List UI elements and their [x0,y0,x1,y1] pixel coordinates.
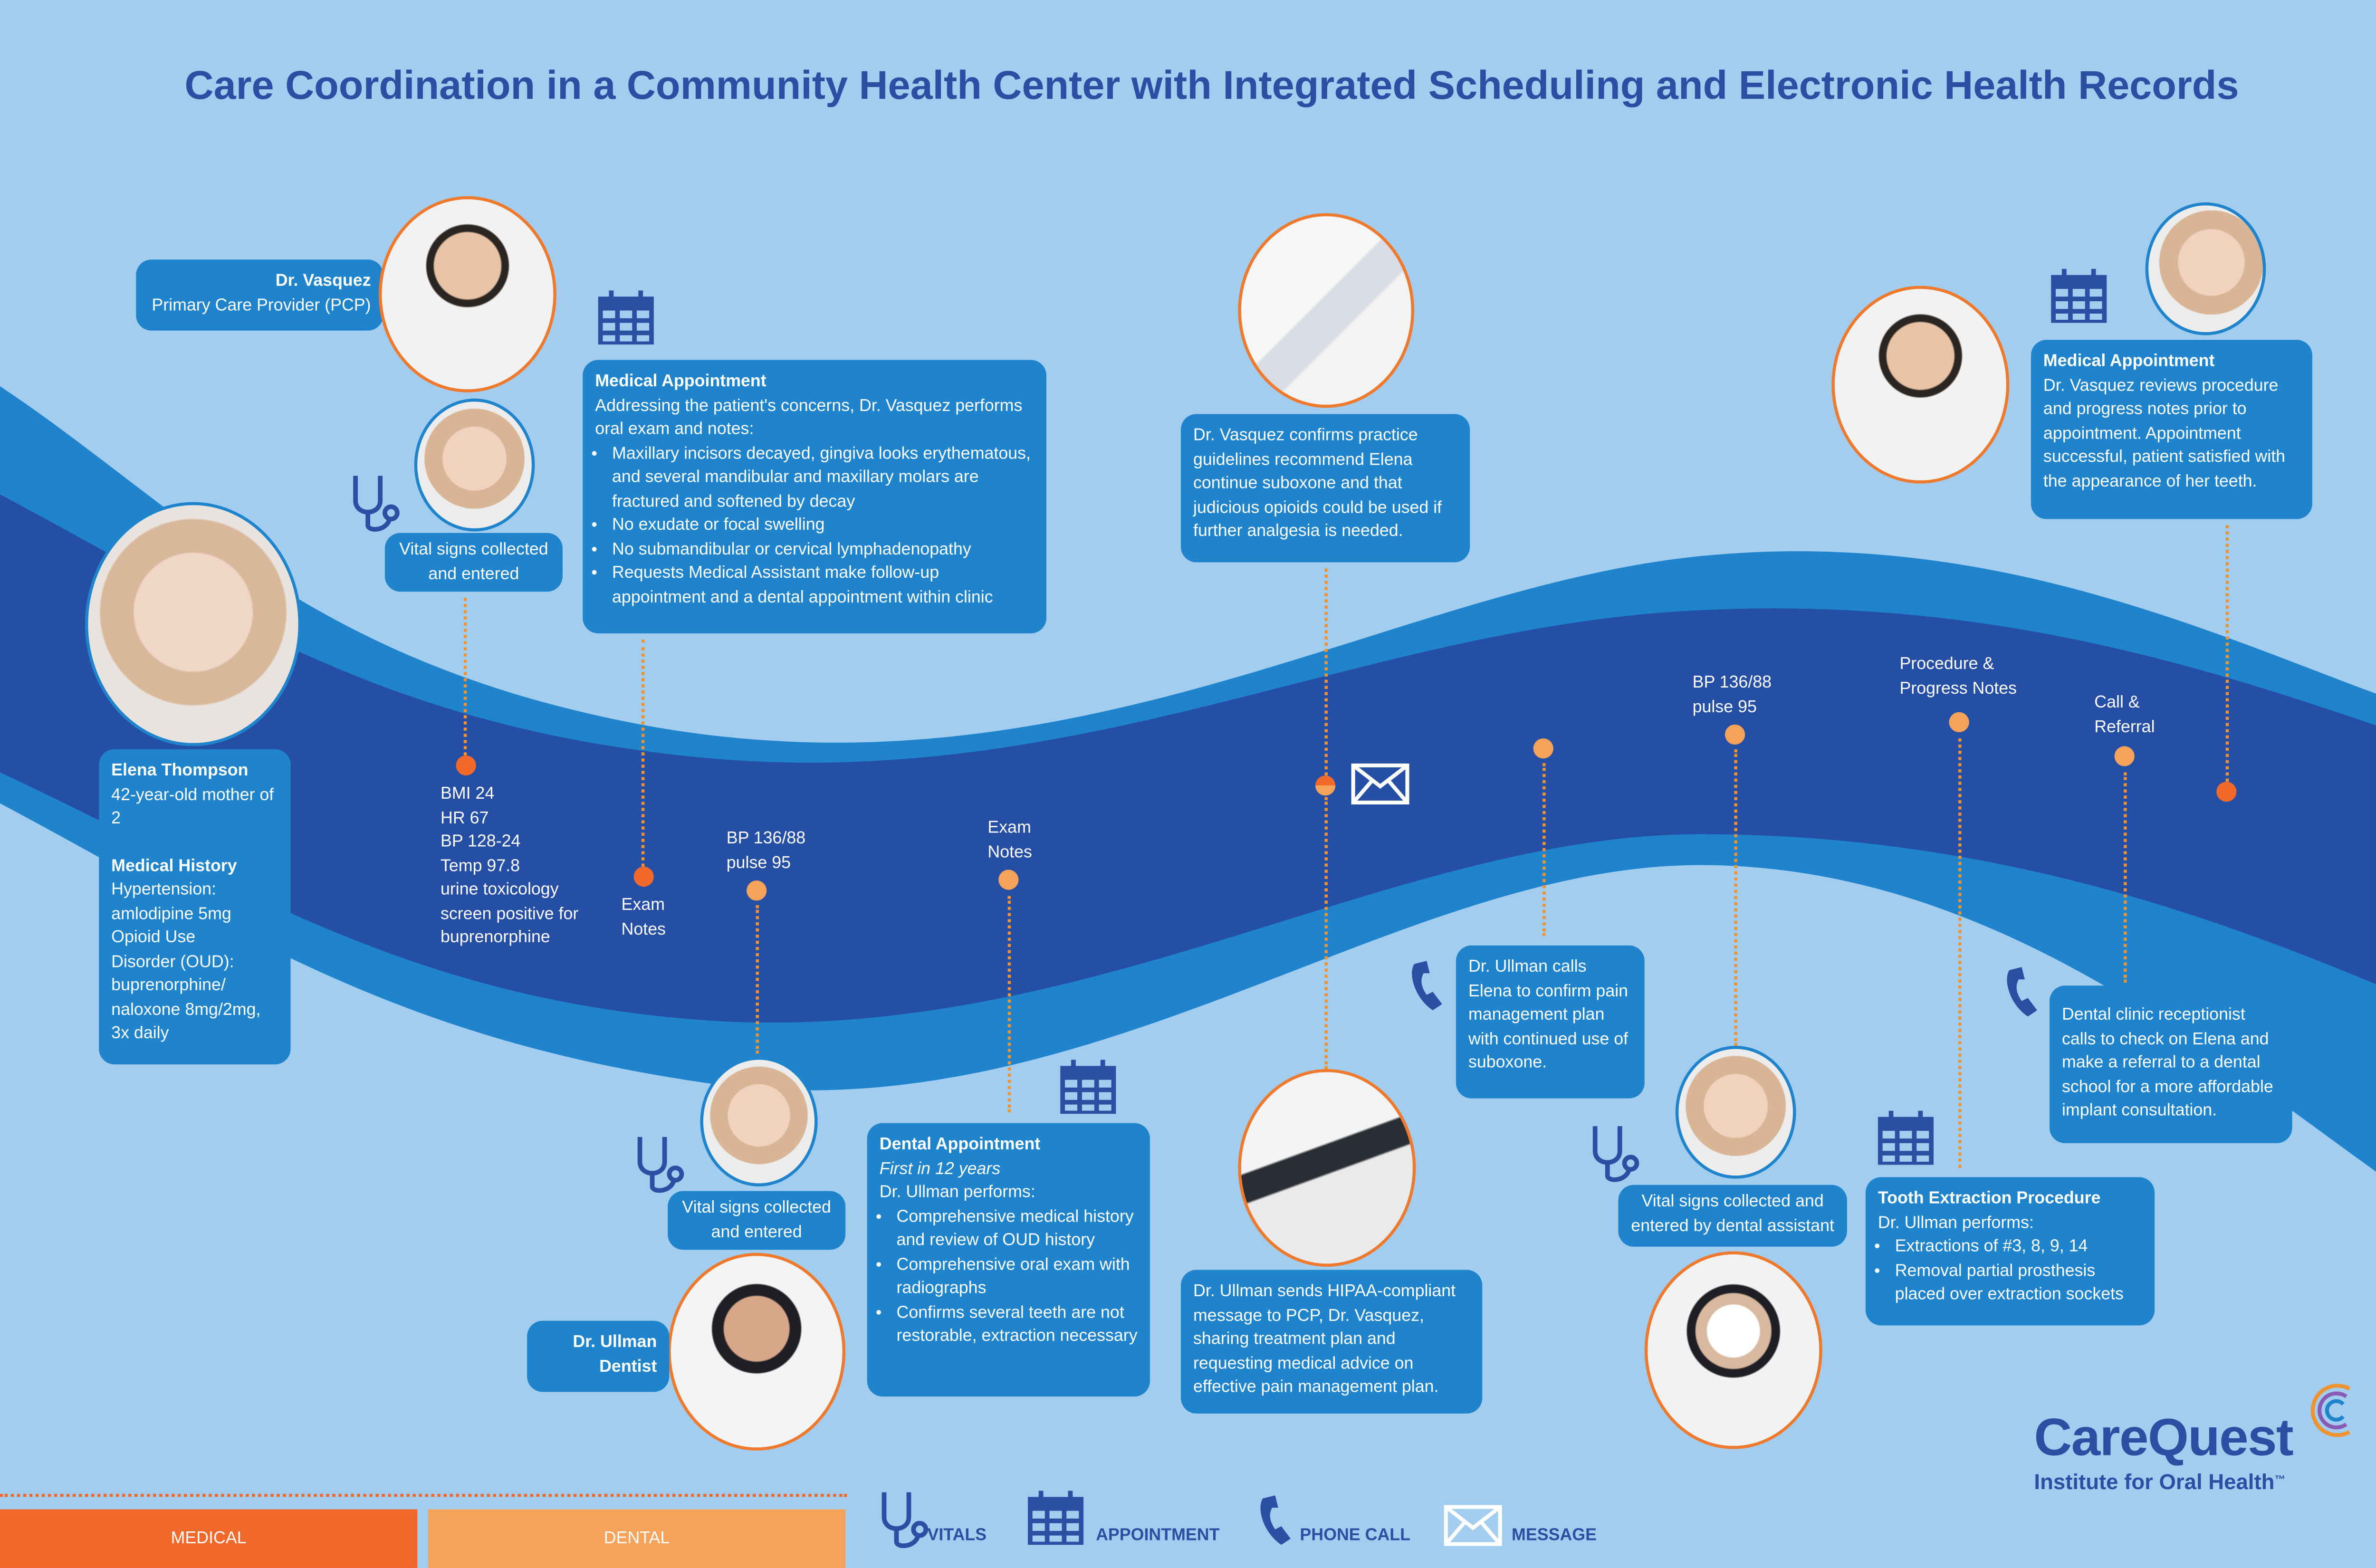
calendar-icon [1877,1111,1935,1166]
event-dot-exam-notes-2[interactable] [998,870,1018,889]
history-line: naloxone 8mg/2mg, [111,1000,261,1019]
list-item: • Confirms several teeth are not restorable, extraction necessary [897,1301,1138,1349]
stethoscope-icon [349,473,402,535]
vitals-label-1: Vital signs collected and entered [385,533,563,592]
dental-assistant-photo [1645,1251,1822,1449]
medical-appointment-2-card: Medical Appointment Dr. Vasquez reviews procedure and progress notes prior to appointment. Appointment successful, patient satisfied with the appearance of her teeth. [2031,340,2312,519]
connector [1008,896,1011,1112]
writing-photo [1238,213,1414,408]
vitals-photo-2 [700,1057,817,1186]
connector [2124,773,2127,983]
list-item: • Maxillary incisors decayed, gingiva looks erythematous, and several mandibular and maxillary molars are fractured and softened by decay [612,442,1034,514]
call-referral-label: Call & Referral [2094,693,2155,736]
patient-desc: 42-year-old mother of 2 [111,785,274,828]
patient-photo [85,502,301,746]
stethoscope-icon [1589,1123,1642,1185]
receptionist-card: Dental clinic receptionist calls to check on Elena and make a referral to a dental school for a more affordable implant consultation. [2050,985,2292,1143]
logo-sub: Institute for Oral Health [2034,1469,2275,1494]
logo [2034,1409,2293,1495]
legend-vitals: VITALS [927,1526,987,1545]
event-dot-medical-appt-2[interactable] [2216,782,2236,802]
ullman-call-card: Dr. Ullman calls Elena to confirm pain management plan with continued use of suboxone. [1456,946,1645,1099]
patient-name: Elena Thompson [111,761,249,780]
pcp-label: Dr. Vasquez Primary Care Provider (PCP) [136,259,383,331]
tab-medical[interactable]: MEDICAL [0,1509,417,1568]
history-line: amlodipine 5mg [111,904,231,923]
guidelines-card: Dr. Vasquez confirms practice guidelines recommend Elena continue suboxone and that judicious opioids could be used if further analgesia is needed. [1181,414,1470,562]
medical-appointment-card: Medical Appointment Addressing the patient's concerns, Dr. Vasquez performs oral exam and notes: • Maxillary incisors decayed, gingiva looks erythematous, and several mandibular and maxillary molars are fractured and softened by decay • No exudate or focal swelling • No submandibular or cervical lymphadenopathy • Requests Medical Assistant make follow-up appointment and a dental appointment within clinic [583,360,1046,633]
exam-notes-label-1: Exam Notes [621,896,666,939]
vitals-photo-3 [1676,1046,1796,1179]
phone-icon [2003,967,2043,1020]
legend-phone-call: PHONE CALL [1300,1526,1410,1545]
connector [1324,797,1328,1069]
patient-photo-2 [2146,202,2266,335]
pcp-photo [379,196,556,392]
pcp-photo-2 [1831,286,2009,483]
connector [1542,763,1546,936]
list-item: • No submandibular or cervical lymphadenopathy [612,538,1034,562]
connector [1734,749,1737,1046]
event-dot-vitals-1[interactable] [456,755,476,775]
dental-appointment-card: Dental Appointment First in 12 years Dr. Ullman performs: • Comprehensive medical history and review of OUD history • Comprehensive oral exam with radiographs • Confirms several teeth are not restorable, extraction necessary [867,1123,1150,1396]
list-item: • Extractions of #3, 8, 9, 14 [1895,1236,2142,1260]
vitals-label-2: Vital signs collected and entered [668,1191,845,1250]
calendar-icon [2050,269,2108,325]
exam-notes-label-2: Exam Notes [987,819,1032,861]
vitals-label-3: Vital signs collected and entered by dental assistant [1618,1185,1847,1247]
connector [756,905,759,1053]
list-item: • No exudate or focal swelling [612,515,1034,538]
procedure-notes-label: Procedure & Progress Notes [1899,655,2017,698]
history-line: 3x daily [111,1024,169,1043]
history-line: Hypertension: [111,880,216,899]
phone-icon [1256,1495,1297,1548]
event-dot-message[interactable] [1315,775,1335,795]
event-dot-exam-notes-1[interactable] [634,867,654,887]
connector [1324,568,1328,775]
vitals-photo-1 [414,399,535,532]
event-dot-bp-2[interactable] [1725,725,1745,745]
calendar-icon [597,290,656,346]
computer-photo [1238,1069,1416,1267]
bp-label-1: BP 136/88 pulse 95 [726,829,806,872]
logo-name: CareQuest [2034,1409,2293,1468]
list-item: • Removal partial prosthesis placed over extraction sockets [1895,1260,2142,1308]
dentist-photo [668,1253,845,1451]
hipaa-card: Dr. Ullman sends HIPAA-compliant message to PCP, Dr. Vasquez, sharing treatment plan and requesting medical advice on effective pain management plan. [1181,1270,1482,1413]
phone-icon [1408,961,1448,1013]
connector [642,640,645,867]
dentist-label: Dr. Ullman Dentist [527,1321,669,1392]
logo-tm: ™ [2274,1475,2286,1486]
envelope-icon [1444,1505,1503,1547]
list-item: • Comprehensive medical history and review of OUD history [897,1206,1138,1254]
connector [1958,738,1962,1168]
bottom-dotted-line [0,1494,847,1497]
patient-card [99,749,290,1064]
tab-dental[interactable]: DENTAL [428,1509,845,1568]
extraction-card: Tooth Extraction Procedure Dr. Ullman performs: • Extractions of #3, 8, 9, 14 • Removal partial prosthesis placed over extraction sockets [1866,1177,2155,1325]
event-dot-referral[interactable] [2115,746,2135,766]
list-item: • Comprehensive oral exam with radiographs [897,1253,1138,1301]
calendar-icon [1059,1060,1118,1115]
event-dot-call-1[interactable] [1533,738,1553,758]
event-dot-procedure[interactable] [1949,712,1969,732]
history-line: Opioid Use [111,928,196,947]
envelope-icon [1351,763,1410,805]
page-title: Care Coordination in a Community Health Center with Integrated Scheduling and Electronic Health Records [184,62,2239,108]
history-title: Medical History [111,856,237,875]
legend-message: MESSAGE [1512,1526,1597,1545]
connector [2226,525,2229,782]
stethoscope-icon [634,1134,687,1195]
legend-appointment: APPOINTMENT [1096,1526,1220,1545]
calendar-icon [1026,1491,1085,1546]
bp-label-2: BP 136/88 pulse 95 [1692,673,1772,716]
list-item: • Requests Medical Assistant make follow-up appointment and a dental appointment within clinic [612,562,1034,610]
stethoscope-icon [878,1489,930,1551]
history-line: buprenorphine/ [111,976,226,995]
history-line: Disorder (OUD): [111,952,234,971]
vitals-data-1: BMI 24 HR 67 BP 128-24 Temp 97.8 urine toxicology screen positive for buprenorphine [440,784,579,947]
event-dot-bp-1[interactable] [747,880,766,900]
logo-arcs-icon [2306,1379,2356,1441]
connector [464,598,467,755]
